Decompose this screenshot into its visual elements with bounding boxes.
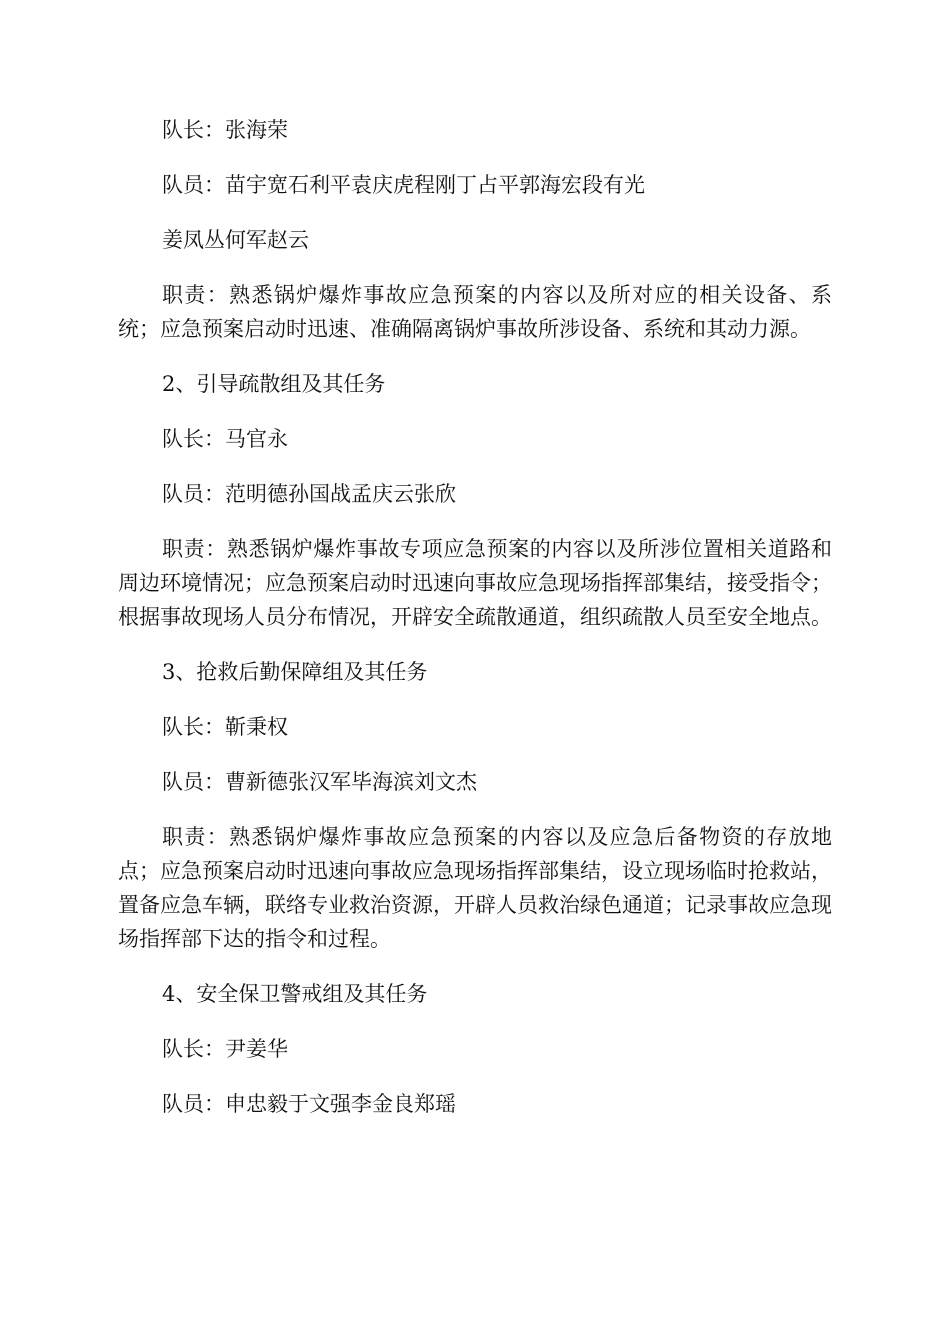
members-line: 队员：苗宇宽石利平袁庆虎程刚丁占平郭海宏段有光	[162, 173, 645, 197]
members-line: 队员：范明德孙国战孟庆云张欣	[162, 482, 456, 506]
leader-line: 队长：马官永	[162, 427, 288, 451]
members-line: 队员：申忠毅于文强李金良郑瑶	[162, 1092, 456, 1116]
leader-line: 队长：张海荣	[162, 118, 288, 142]
section-heading: 4、安全保卫警戒组及其任务	[162, 982, 428, 1006]
leader-line: 队长：靳秉权	[162, 715, 288, 739]
leader-line: 队长：尹姜华	[162, 1037, 288, 1061]
members-line: 队员：曹新德张汉军毕海滨刘文杰	[162, 770, 477, 794]
section-heading: 3、抢救后勤保障组及其任务	[162, 660, 428, 684]
duty-paragraph: 职责：熟悉锅炉爆炸事故应急预案的内容以及所对应的相关设备、系统；应急预案启动时迅速、准确隔离锅炉事故所涉设备、系统和其动力源。	[118, 283, 832, 341]
duty-paragraph: 职责：熟悉锅炉爆炸事故专项应急预案的内容以及所涉位置相关道路和周边环境情况；应急预案启动时迅速向事故应急现场指挥部集结，接受指令；根据事故现场人员分布情况，开辟安全疏散通道，组织疏散人员至安全地点。	[118, 537, 832, 629]
duty-paragraph: 职责：熟悉锅炉爆炸事故应急预案的内容以及应急后备物资的存放地点；应急预案启动时迅速向事故应急现场指挥部集结，设立现场临时抢救站，置备应急车辆，联络专业救治资源，开辟人员救治绿色通道；记录事故应急现场指挥部下达的指令和过程。	[118, 825, 832, 951]
members-line-continued: 姜凤丛何军赵云	[162, 228, 309, 252]
section-heading: 2、引导疏散组及其任务	[162, 372, 386, 396]
